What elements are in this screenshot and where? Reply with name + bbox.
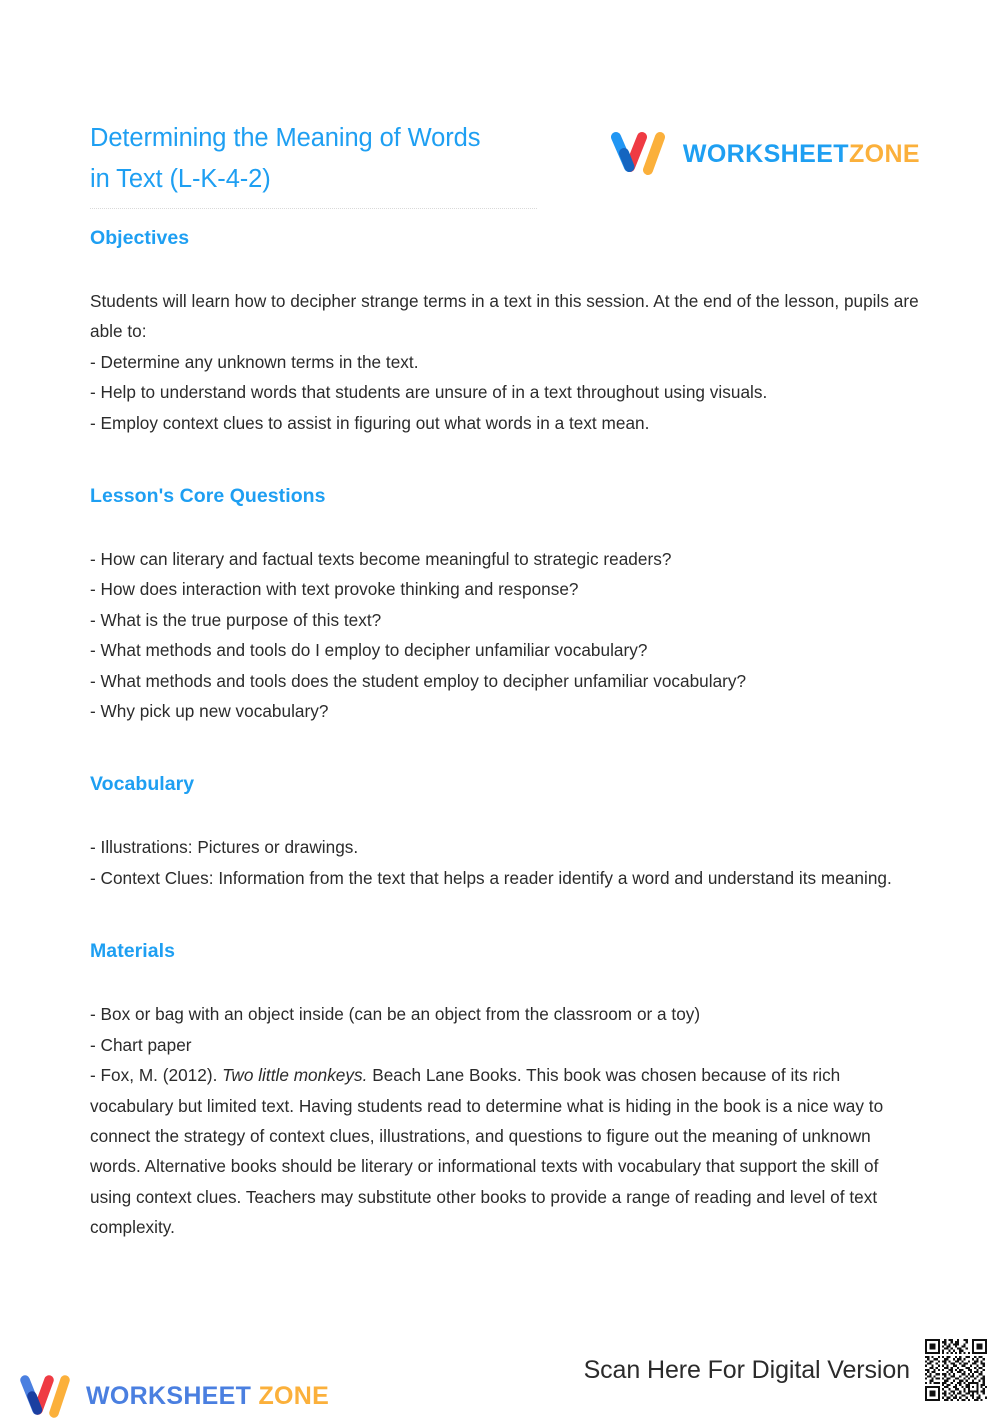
objectives-intro: Students will learn how to decipher strange terms in a text in this session. At the end of the lesson, pupils are able to:	[90, 291, 919, 342]
document-header	[90, 118, 920, 210]
footer-brand-wordmark	[86, 1381, 330, 1410]
brand-logo-header[interactable]	[608, 131, 920, 177]
core-question-3: - What is the true purpose of this text?	[90, 609, 382, 630]
core-question-6: - Why pick up new vocabulary?	[90, 701, 329, 722]
objectives-item-2: - Help to understand words that students are unsure of in a text throughout using visuals.	[90, 382, 768, 403]
brand-logo-footer[interactable]	[18, 1372, 329, 1420]
vocabulary-item-1: - Illustrations: Pictures or drawings.	[90, 837, 359, 858]
footer-brand-name-part-1: WORKSHEET	[86, 1381, 252, 1410]
brand-name-part-1: WORKSHEET	[682, 139, 849, 168]
page-title	[90, 118, 560, 200]
qr-code-matrix	[925, 1339, 987, 1401]
document-footer	[0, 1318, 1000, 1414]
section-heading-materials: Materials	[90, 940, 175, 963]
page-title-line-2: in Text (L-K-4-2)	[90, 165, 271, 193]
book-ref-rest: Beach Lane Books. This book was chosen because of its rich vocabulary but limited text. Having students read to determine what is hiding in the book is a nice way to connect the strategy of context clues, illustrations, and questions to figure out the meaning of unknown words. Alternative books should be literary or informational texts with vocabulary that support the skill of using context clues. Teachers may substitute other books to provide a range of reading and level of text complexity.	[90, 1065, 884, 1238]
brand-name-part-2: ZONE	[848, 139, 920, 168]
section-heading-objectives: Objectives	[90, 227, 190, 249]
scan-label: Scan Here For Digital Version	[583, 1355, 910, 1384]
title-divider	[90, 208, 537, 209]
core-question-1: - How can literary and factual texts become meaningful to strategic readers?	[90, 549, 672, 570]
document-body	[90, 224, 922, 1243]
section-heading-vocabulary: Vocabulary	[90, 773, 195, 796]
core-question-2: - How does interaction with text provoke thinking and response?	[90, 579, 579, 600]
objectives-item-1: - Determine any unknown terms in the text.	[90, 351, 419, 372]
materials-item-1: - Box or bag with an object inside (can be an object from the classroom or a toy)	[90, 1004, 701, 1025]
vocabulary-item-2: - Context Clues: Information from the text that helps a reader identify a word and understand its meaning.	[90, 867, 892, 888]
book-ref-title: Two little monkeys.	[222, 1065, 368, 1086]
book-ref-prefix: - Fox, M. (2012).	[90, 1065, 223, 1086]
materials-item-2: - Chart paper	[90, 1034, 192, 1055]
brand-wordmark	[682, 139, 920, 168]
worksheetzone-w-logo-icon	[18, 1372, 74, 1420]
objectives-item-3: - Employ context clues to assist in figuring out what words in a text mean.	[90, 412, 650, 433]
scan-digital-version[interactable]	[584, 1334, 992, 1406]
core-question-4: - What methods and tools do I employ to decipher unfamiliar vocabulary?	[90, 640, 648, 661]
qr-code-icon[interactable]	[920, 1334, 992, 1406]
section-heading-core-questions: Lesson's Core Questions	[90, 485, 326, 508]
footer-brand-name-part-2: ZONE	[258, 1381, 330, 1410]
worksheetzone-w-logo-icon	[608, 131, 670, 177]
page-title-line-1: Determining the Meaning of Words	[90, 124, 481, 152]
core-question-5: - What methods and tools does the student employ to decipher unfamiliar vocabulary?	[90, 670, 747, 691]
materials-book-reference	[90, 1060, 922, 1242]
